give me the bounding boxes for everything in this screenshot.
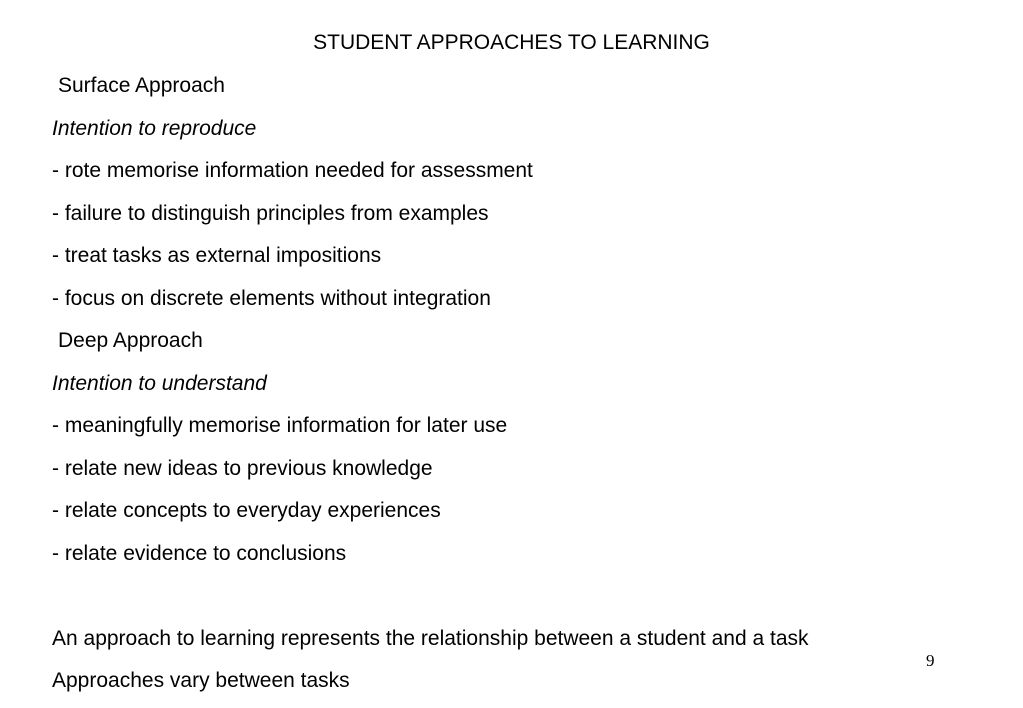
surface-point: - rote memorise information needed for assessment bbox=[52, 159, 533, 182]
surface-approach-intention: Intention to reproduce bbox=[52, 117, 257, 140]
slide-title: STUDENT APPROACHES TO LEARNING bbox=[313, 31, 710, 54]
deep-approach-heading: Deep Approach bbox=[58, 329, 203, 352]
summary-note: An approach to learning represents the relationship between a student and a task bbox=[52, 627, 809, 650]
surface-point: - failure to distinguish principles from examples bbox=[52, 202, 489, 225]
deep-point: - relate evidence to conclusions bbox=[52, 542, 347, 565]
deep-point: - relate concepts to everyday experiences bbox=[52, 499, 441, 522]
surface-point: - treat tasks as external impositions bbox=[52, 244, 382, 267]
surface-point: - focus on discrete elements without integration bbox=[52, 287, 491, 310]
deep-point: - relate new ideas to previous knowledge bbox=[52, 457, 433, 480]
page-number: 9 bbox=[926, 651, 935, 670]
deep-approach-intention: Intention to understand bbox=[52, 372, 267, 395]
deep-point: - meaningfully memorise information for later use bbox=[52, 414, 508, 437]
surface-approach-heading: Surface Approach bbox=[58, 74, 225, 97]
summary-note: Approaches vary between tasks bbox=[52, 669, 350, 692]
